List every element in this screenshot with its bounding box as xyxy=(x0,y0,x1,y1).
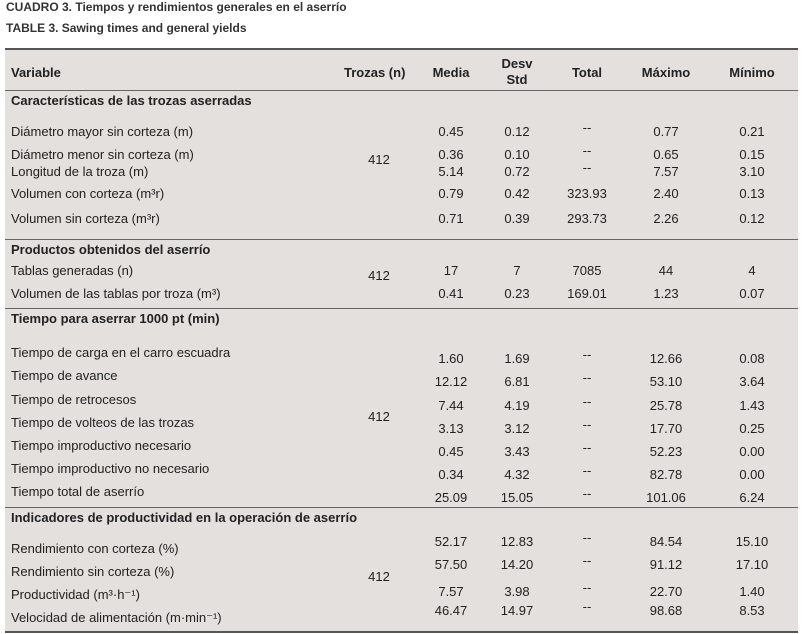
cell-desv: 0.39 xyxy=(504,211,530,226)
row-label: Tiempo improductivo no necesario xyxy=(11,461,210,476)
cell-media: 0.34 xyxy=(438,467,464,482)
table-section xyxy=(5,507,798,631)
cell-total: -- xyxy=(582,530,592,545)
cell-maximo: 25.78 xyxy=(649,398,683,413)
cell-maximo: 7.57 xyxy=(653,164,679,179)
cell-maximo: 84.54 xyxy=(649,534,683,549)
caption-english: TABLE 3. Sawing times and general yields xyxy=(6,21,247,35)
data-table xyxy=(5,48,798,633)
row-label: Volumen con corteza (m³r) xyxy=(11,186,165,201)
cell-minimo: 0.12 xyxy=(739,211,765,226)
cell-media: 57.50 xyxy=(434,557,468,572)
cell-media: 0.45 xyxy=(438,124,464,139)
cell-minimo: 6.24 xyxy=(739,490,765,505)
cell-media: 7.57 xyxy=(438,584,464,599)
row-label: Tiempo improductivo necesario xyxy=(11,438,192,453)
cell-minimo: 0.08 xyxy=(739,351,765,366)
cell-desv: 3.98 xyxy=(504,584,530,599)
row-label: Longitud de la troza (m) xyxy=(11,164,149,179)
cell-desv: 0.42 xyxy=(504,186,530,201)
row-label: Diámetro menor sin corteza (m) xyxy=(11,147,194,162)
row-label: Volumen de las tablas por troza (m³) xyxy=(11,286,221,301)
cell-total: 293.73 xyxy=(567,211,607,226)
cell-minimo: 17.10 xyxy=(735,557,769,572)
cell-maximo: 101.06 xyxy=(646,490,686,505)
cell-minimo: 15.10 xyxy=(735,534,769,549)
cell-total: -- xyxy=(582,417,592,432)
cell-minimo: 0.25 xyxy=(739,421,765,436)
header-std: Std xyxy=(506,72,528,87)
cell-media: 0.45 xyxy=(438,444,464,459)
cell-minimo: 0.00 xyxy=(739,467,765,482)
table-section xyxy=(5,239,798,309)
cell-media: 0.79 xyxy=(438,186,464,201)
cell-desv: 4.19 xyxy=(504,398,530,413)
cell-media: 46.47 xyxy=(434,603,468,618)
cell-maximo: 17.70 xyxy=(649,421,683,436)
cell-maximo: 0.65 xyxy=(653,147,679,162)
cell-minimo: 0.13 xyxy=(739,186,765,201)
row-label: Tiempo de carga en el carro escuadra xyxy=(11,345,231,360)
header-maximo: Máximo xyxy=(641,65,691,80)
cell-maximo: 82.78 xyxy=(649,467,683,482)
section-title: Tiempo para aserrar 1000 pt (min) xyxy=(11,311,220,326)
cell-total: -- xyxy=(582,486,592,501)
cell-minimo: 4 xyxy=(748,263,756,278)
cell-desv: 4.32 xyxy=(504,467,530,482)
cell-media: 0.41 xyxy=(438,286,464,301)
section-trozas-count: 412 xyxy=(368,569,390,584)
row-label: Tiempo de avance xyxy=(11,368,118,383)
cell-total: -- xyxy=(582,160,592,175)
cell-minimo: 1.40 xyxy=(739,584,765,599)
cell-desv: 12.83 xyxy=(500,534,534,549)
cell-minimo: 3.64 xyxy=(739,374,765,389)
row-label: Rendimiento con corteza (%) xyxy=(11,541,179,556)
row-label: Diámetro mayor sin corteza (m) xyxy=(11,124,194,139)
section-title: Productos obtenidos del aserrío xyxy=(11,242,211,257)
cell-total: -- xyxy=(582,599,592,614)
cell-total: -- xyxy=(582,580,592,595)
header-total: Total xyxy=(571,65,603,80)
cell-total: 169.01 xyxy=(567,286,607,301)
cell-desv: 15.05 xyxy=(500,490,534,505)
section-title: Indicadores de productividad en la operación de aserrío xyxy=(11,510,358,525)
cell-media: 52.17 xyxy=(434,534,468,549)
cell-maximo: 44 xyxy=(658,263,674,278)
cell-minimo: 0.15 xyxy=(739,147,765,162)
cell-minimo: 0.00 xyxy=(739,444,765,459)
cell-desv: 14.97 xyxy=(500,603,534,618)
cell-maximo: 98.68 xyxy=(649,603,683,618)
header-desv: Desv xyxy=(501,56,533,71)
section-trozas-count: 412 xyxy=(368,152,390,167)
row-label: Velocidad de alimentación (m·min⁻¹) xyxy=(11,610,222,625)
row-label: Tiempo de volteos de las trozas xyxy=(11,415,195,430)
cell-total: 7085 xyxy=(572,263,602,278)
header-media: Media xyxy=(432,65,470,80)
cell-total: -- xyxy=(582,347,592,362)
cell-media: 3.13 xyxy=(438,421,464,436)
cell-maximo: 22.70 xyxy=(649,584,683,599)
cell-desv: 3.43 xyxy=(504,444,530,459)
cell-total: -- xyxy=(582,463,592,478)
cell-maximo: 0.77 xyxy=(653,124,679,139)
cell-total: -- xyxy=(582,394,592,409)
cell-maximo: 53.10 xyxy=(649,374,683,389)
cell-desv: 3.12 xyxy=(504,421,530,436)
row-label: Tiempo total de aserrío xyxy=(11,484,145,499)
cell-minimo: 0.07 xyxy=(739,286,765,301)
header-trozas: Trozas (n) xyxy=(344,65,406,80)
table-header xyxy=(5,50,798,91)
cell-media: 25.09 xyxy=(434,490,468,505)
row-label: Tablas generadas (n) xyxy=(11,263,134,278)
cell-media: 7.44 xyxy=(438,398,464,413)
cell-maximo: 1.23 xyxy=(653,286,679,301)
cell-maximo: 91.12 xyxy=(649,557,683,572)
cell-media: 12.12 xyxy=(434,374,468,389)
cell-desv: 0.10 xyxy=(504,147,530,162)
cell-media: 5.14 xyxy=(438,164,464,179)
cell-desv: 0.12 xyxy=(504,124,530,139)
cell-total: -- xyxy=(582,370,592,385)
row-label: Tiempo de retrocesos xyxy=(11,392,137,407)
cell-total: 323.93 xyxy=(567,186,607,201)
cell-desv: 1.69 xyxy=(504,351,530,366)
cell-media: 0.36 xyxy=(438,147,464,162)
cell-total: -- xyxy=(582,553,592,568)
cell-maximo: 12.66 xyxy=(649,351,683,366)
section-trozas-count: 412 xyxy=(368,268,390,283)
table-section xyxy=(5,308,798,508)
cell-maximo: 52.23 xyxy=(649,444,683,459)
section-trozas-count: 412 xyxy=(368,409,390,424)
cell-desv: 7 xyxy=(513,263,521,278)
cell-media: 17 xyxy=(443,263,459,278)
cell-maximo: 2.40 xyxy=(653,186,679,201)
cell-minimo: 8.53 xyxy=(739,603,765,618)
header-variable: Variable xyxy=(11,65,61,80)
cell-total: -- xyxy=(582,440,592,455)
cell-minimo: 0.21 xyxy=(739,124,765,139)
cell-desv: 14.20 xyxy=(500,557,534,572)
section-title: Características de las trozas aserradas xyxy=(11,93,252,108)
cell-desv: 0.23 xyxy=(504,286,530,301)
cell-total: -- xyxy=(582,120,592,135)
cell-minimo: 1.43 xyxy=(739,398,765,413)
row-label: Productividad (m³·h⁻¹) xyxy=(11,587,140,602)
row-label: Volumen sin corteza (m³r) xyxy=(11,211,160,226)
cell-maximo: 2.26 xyxy=(653,211,679,226)
row-label: Rendimiento sin corteza (%) xyxy=(11,564,175,579)
cell-total: -- xyxy=(582,143,592,158)
header-minimo: Mínimo xyxy=(729,65,775,80)
cell-desv: 6.81 xyxy=(504,374,530,389)
cell-media: 0.71 xyxy=(438,211,464,226)
caption-spanish: CUADRO 3. Tiempos y rendimientos generales en el aserrío xyxy=(6,0,347,14)
cell-minimo: 3.10 xyxy=(739,164,765,179)
table-section xyxy=(5,90,798,240)
cell-desv: 0.72 xyxy=(504,164,530,179)
cell-media: 1.60 xyxy=(438,351,464,366)
